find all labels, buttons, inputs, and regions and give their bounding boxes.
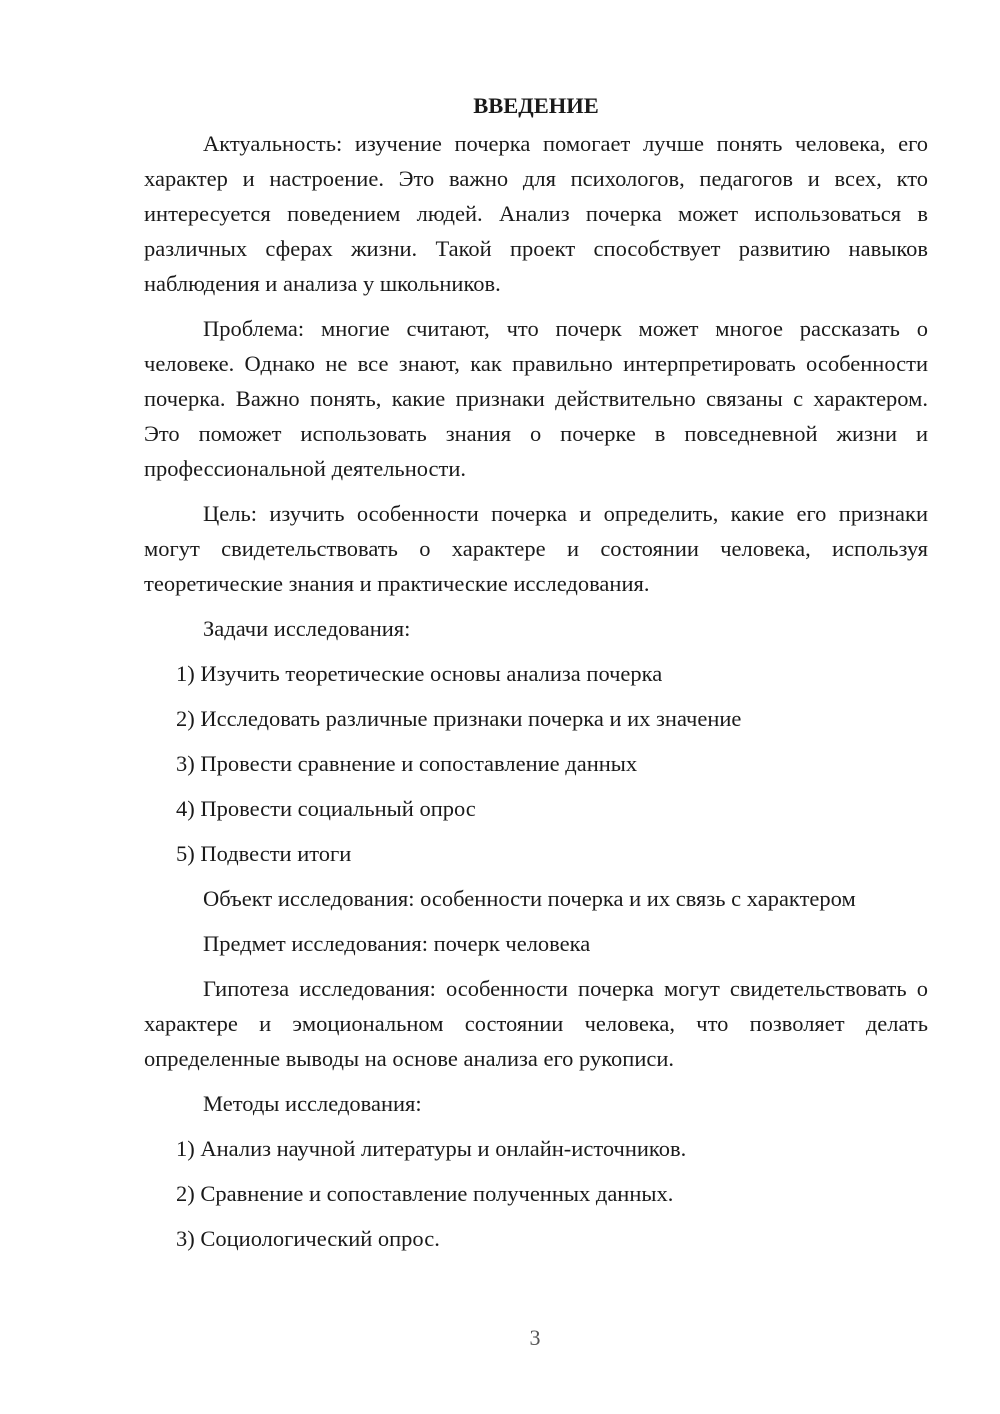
methods-heading: Методы исследования: [203, 1091, 422, 1116]
problem-paragraph: Проблема: многие считают, что почерк может многое рассказать о человеке. Однако не все знают, как правильно интерпретировать особенности почерка. Важно понять, какие признаки действительно связаны с характером. Это поможет использовать знания о почерке в повседневной жизни и профессиональной деятельности. [144, 316, 928, 481]
task-item: 4) Провести социальный опрос [176, 796, 476, 821]
relevance-paragraph: Актуальность: изучение почерка помогает лучше понять человека, его характер и настроение. Это важно для психологов, педагогов и всех, кто интересуется поведением людей. Анализ почерка может использоваться в различных сферах жизни. Такой проект способствует развитию навыков наблюдения и анализа у школьников. [144, 131, 928, 296]
subject-line: Предмет исследования: почерк человека [203, 931, 591, 956]
methods-list [144, 1131, 928, 1256]
object-line: Объект исследования: особенности почерка и их связь с характером [203, 886, 856, 911]
task-item: 3) Провести сравнение и сопоставление данных [176, 751, 638, 776]
document-page [144, 88, 928, 1266]
method-item: 3) Социологический опрос. [176, 1226, 440, 1251]
method-item: 2) Сравнение и сопоставление полученных данных. [176, 1181, 674, 1206]
task-item: 5) Подвести итоги [176, 841, 352, 866]
task-item: 1) Изучить теоретические основы анализа почерка [176, 661, 663, 686]
method-item: 1) Анализ научной литературы и онлайн-источников. [176, 1136, 687, 1161]
tasks-list [144, 656, 928, 871]
tasks-heading: Задачи исследования: [203, 616, 411, 641]
section-title: ВВЕДЕНИЕ [473, 93, 599, 118]
goal-paragraph: Цель: изучить особенности почерка и определить, какие его признаки могут свидетельствовать о характере и состоянии человека, используя теоретические знания и практические исследования. [144, 501, 928, 596]
page-number: 3 [529, 1325, 541, 1350]
task-item: 2) Исследовать различные признаки почерка и их значение [176, 706, 742, 731]
hypothesis-paragraph: Гипотеза исследования: особенности почерка могут свидетельствовать о характере и эмоциональном состоянии человека, что позволяет делать определенные выводы на основе анализа его рукописи. [144, 976, 928, 1071]
